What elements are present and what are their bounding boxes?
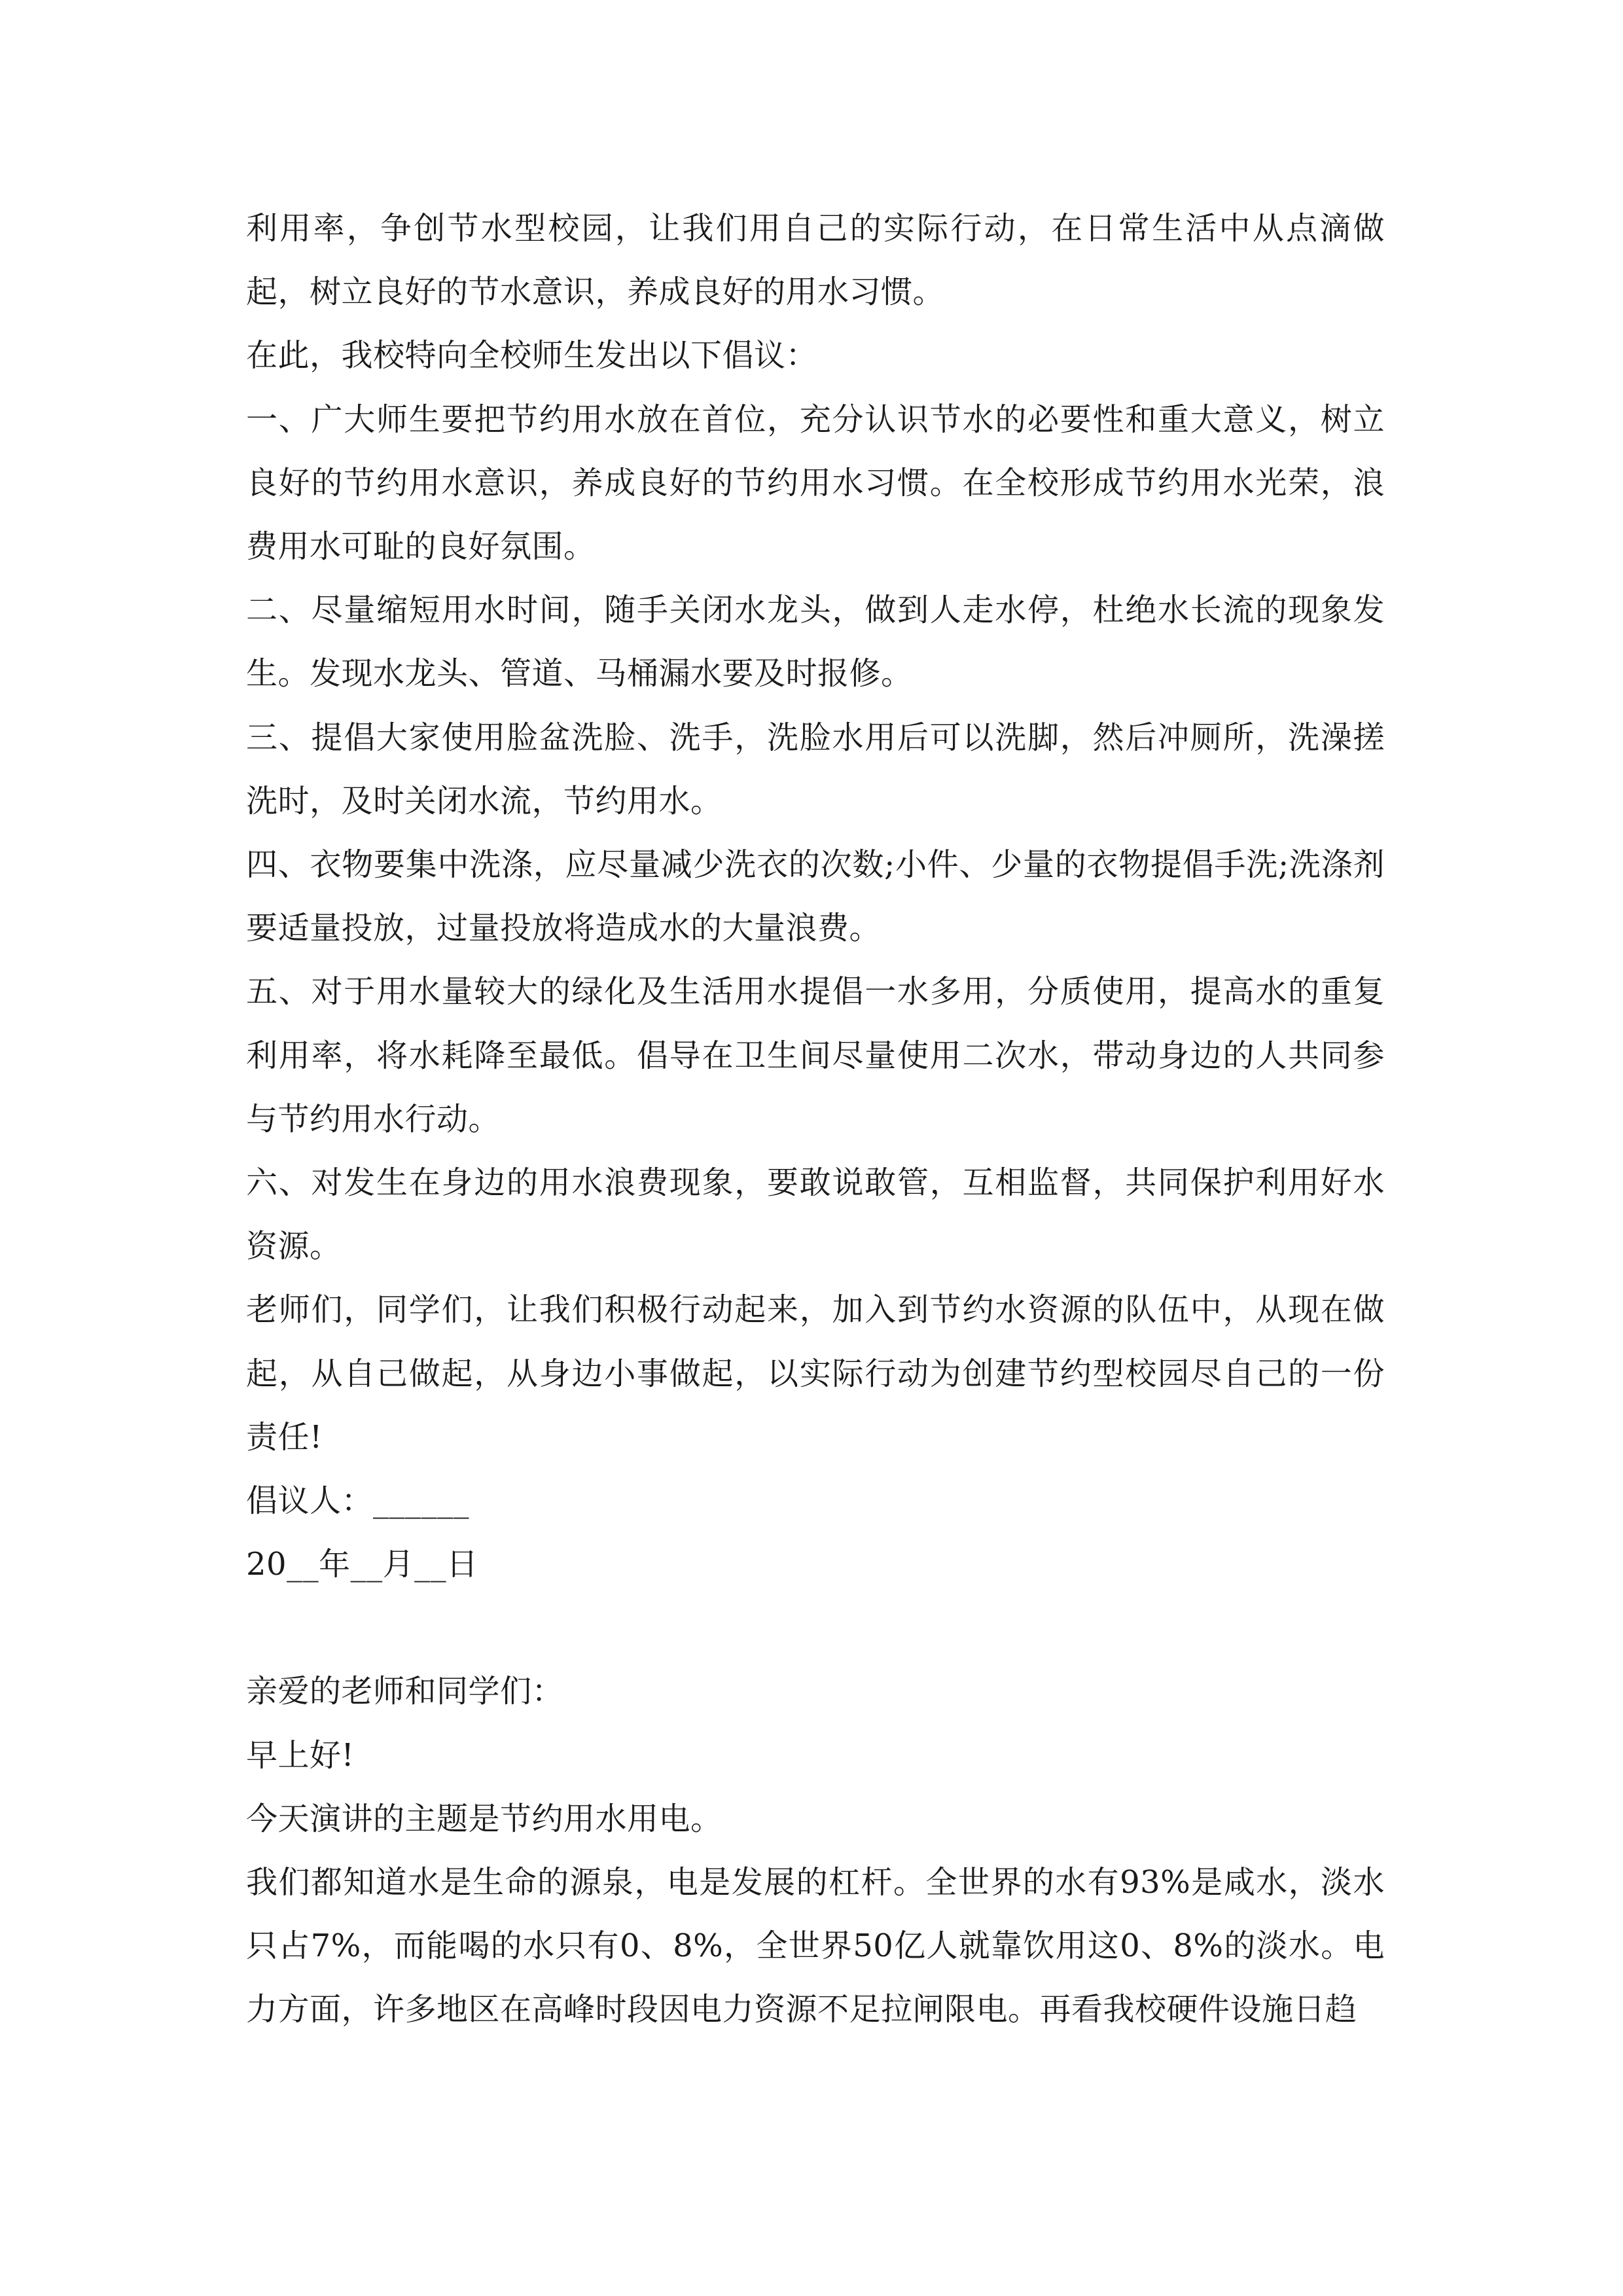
speech-topic: 今天演讲的主题是节约用水用电。 (246, 1800, 722, 1837)
paragraph-item-5: 五、对于用水量较大的绿化及生活用水提倡一水多用，分质使用，提高水的重复利用率，将水耗降至最低。倡导在卫生间尽量使用二次水，带动身边的人共同参与节约用水行动。 (246, 973, 1385, 1138)
paragraph-item-4: 四、衣物要集中洗涤，应尽量减少洗衣的次数;小件、少量的衣物提倡手洗;洗涤剂要适量投放，过量投放将造成水的大量浪费。 (246, 846, 1385, 947)
paragraph-intro: 利用率，争创节水型校园，让我们用自己的实际行动，在日常生活中从点滴做起，树立良好的节水意识，养成良好的用水习惯。 (246, 210, 1385, 311)
section-gap (246, 1596, 1385, 1660)
date-line: 20__年__月__日 (246, 1546, 478, 1583)
signature-line: 倡议人：______ (246, 1482, 470, 1520)
document-body (246, 197, 1385, 2042)
paragraph-proposal-lead: 在此，我校特向全校师生发出以下倡议： (246, 337, 818, 374)
paragraph-item-1: 一、广大师生要把节约用水放在首位，充分认识节水的必要性和重大意义，树立良好的节约用水意识，养成良好的节约用水习惯。在全校形成节约用水光荣，浪费用水可耻的良好氛围。 (246, 401, 1385, 565)
paragraph-closing: 老师们，同学们，让我们积极行动起来，加入到节约水资源的队伍中，从现在做起，从自己做起，从身边小事做起，以实际行动为创建节约型校园尽自己的一份责任! (246, 1291, 1385, 1456)
paragraph-water-electricity: 我们都知道水是生命的源泉，电是发展的杠杆。全世界的水有93%是咸水，淡水只占7%，而能喝的水只有0、8%，全世界50亿人就靠饮用这0、8%的淡水。电力方面，许多地区在高峰时段因电力资源不足拉闸限电。再看我校硬件设施日趋 (246, 1864, 1385, 2028)
paragraph-item-2: 二、尽量缩短用水时间，随手关闭水龙头，做到人走水停，杜绝水长流的现象发生。发现水龙头、管道、马桶漏水要及时报修。 (246, 592, 1385, 692)
greeting-salutation: 亲爱的老师和同学们： (246, 1673, 564, 1710)
paragraph-item-3: 三、提倡大家使用脸盆洗脸、洗手，洗脸水用后可以洗脚，然后冲厕所，洗澡搓洗时，及时关闭水流，节约用水。 (246, 719, 1385, 819)
paragraph-item-6: 六、对发生在身边的用水浪费现象，要敢说敢管，互相监督，共同保护利用好水资源。 (246, 1164, 1385, 1265)
greeting-morning: 早上好! (246, 1736, 355, 1774)
